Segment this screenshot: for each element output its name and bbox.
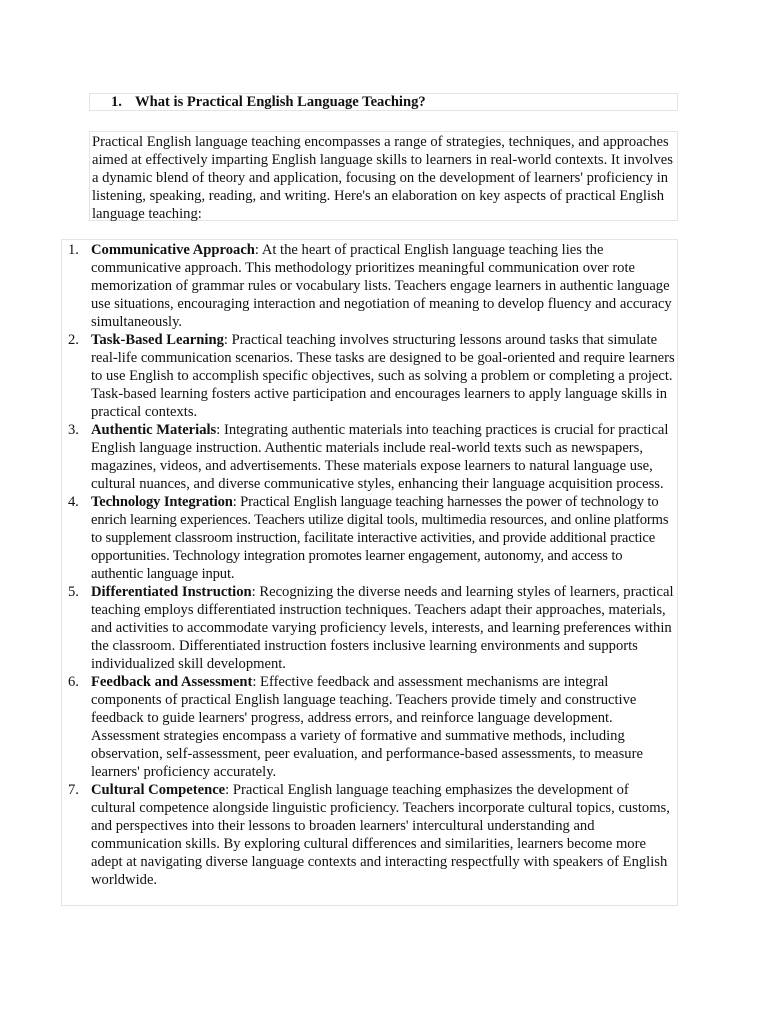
item-number: 4. bbox=[68, 494, 79, 510]
list-item bbox=[62, 781, 677, 889]
item-term: Authentic Materials bbox=[91, 422, 217, 438]
item-text: : Effective feedback and assessment mechanisms are integral components of practical English language teaching. Teachers provide timely and constructive feedback to guide learners' progress, address errors, and reinforce language development. Assessment strategies encompass a variety of formative and summative methods, including observation, self-assessment, peer evaluation, and performance-based assessments, to measure learners' proficiency accurately. bbox=[91, 674, 643, 780]
item-number: 5. bbox=[68, 584, 79, 600]
item-term: Task-Based Learning bbox=[91, 332, 224, 348]
item-term: Technology Integration bbox=[91, 494, 233, 510]
item-term: Communicative Approach bbox=[91, 242, 255, 258]
list-item bbox=[62, 673, 677, 781]
item-text: : Recognizing the diverse needs and learning styles of learners, practical teaching employs differentiated instruction techniques. Teachers adapt their approaches, materials, and activities to accommodate varying proficiency levels, interests, and learning preferences within the classroom. Differentiated instruction fosters inclusive learning environments and supports individualized skill development. bbox=[91, 584, 674, 672]
item-number: 7. bbox=[68, 782, 79, 798]
item-number: 2. bbox=[68, 332, 79, 348]
list-item bbox=[62, 493, 677, 583]
item-text: : Practical English language teaching emphasizes the development of cultural competence alongside linguistic proficiency. Teachers incorporate cultural topics, customs, and perspectives into their lessons to broaden learners' intercultural understanding and communication skills. By exploring cultural differences and similarities, learners become more adept at navigating diverse language contexts and interacting respectfully with speakers of English worldwide. bbox=[91, 782, 670, 888]
item-text: : At the heart of practical English language teaching lies the communicative approach. This methodology prioritizes meaningful communication over rote memorization of grammar rules or vocabulary lists. Teachers engage learners in authentic language use situations, encouraging interaction and negotiation of meaning to develop fluency and accuracy simultaneously. bbox=[91, 242, 672, 330]
list-item bbox=[62, 421, 677, 493]
intro-paragraph: Practical English language teaching encompasses a range of strategies, techniques, and approaches aimed at effectively imparting English language skills to learners in real-world contexts. It involves a dynamic blend of theory and application, focusing on the development of learners' proficiency in listening, speaking, reading, and writing. Here's an elaboration on key aspects of practical English language teaching: bbox=[89, 131, 678, 221]
item-term: Differentiated Instruction bbox=[91, 584, 252, 600]
aspects-list bbox=[61, 239, 678, 906]
item-number: 6. bbox=[68, 674, 79, 690]
item-term: Cultural Competence bbox=[91, 782, 226, 798]
heading-text: What is Practical English Language Teaching? bbox=[135, 94, 426, 110]
item-number: 1. bbox=[68, 242, 79, 258]
section-heading bbox=[111, 94, 671, 111]
item-text: : Practical English language teaching harnesses the power of technology to enrich learning experiences. Teachers utilize digital tools, multimedia resources, and online platforms to supplement classroom instruction, facilitate interactive activities, and provide additional practice opportunities. Technology integration promotes learner engagement, autonomy, and access to authentic language input. bbox=[91, 494, 669, 582]
item-text: : Practical teaching involves structuring lessons around tasks that simulate real-life communication scenarios. These tasks are designed to be goal-oriented and require learners to use English to accomplish specific objectives, such as solving a problem or completing a project. Task-based learning fosters active participation and encourages learners to apply language skills in practical contexts. bbox=[91, 332, 675, 420]
list-item bbox=[62, 241, 677, 331]
item-number: 3. bbox=[68, 422, 79, 438]
heading-number: 1. bbox=[111, 94, 122, 110]
item-text: : Integrating authentic materials into teaching practices is crucial for practical English language instruction. Authentic materials include real-world texts such as newspapers, magazines, videos, and advertisements. These materials expose learners to natural language use, cultural nuances, and diverse communicative styles, enhancing their language acquisition process. bbox=[91, 422, 669, 492]
list-item bbox=[62, 583, 677, 673]
item-term: Feedback and Assessment bbox=[91, 674, 253, 690]
list-item bbox=[62, 331, 677, 421]
